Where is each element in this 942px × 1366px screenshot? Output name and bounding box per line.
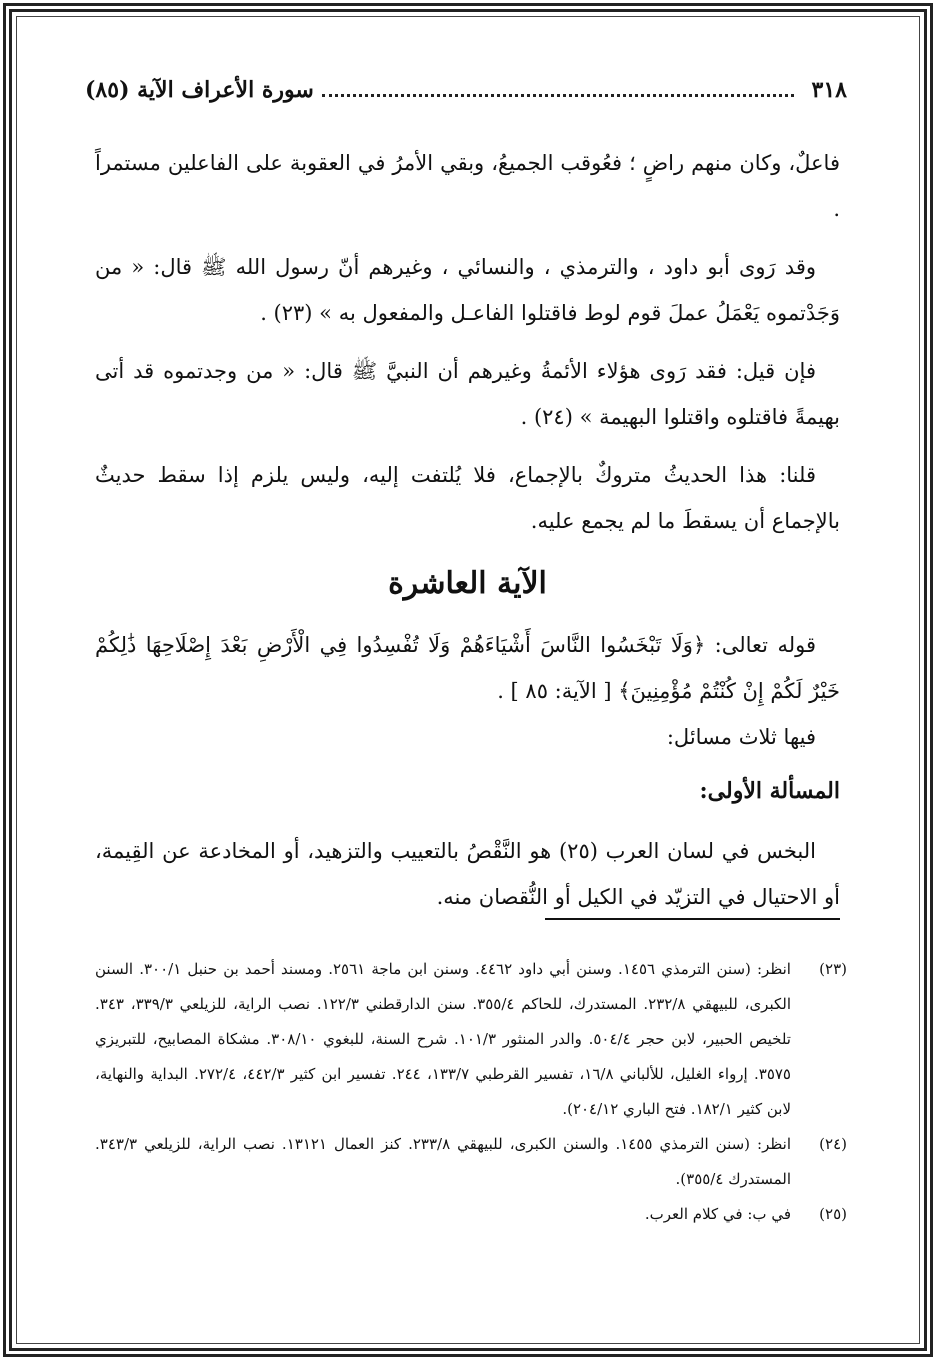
main-text: [95, 140, 840, 932]
footnote-item: [95, 1127, 847, 1197]
header-dot-leader: [322, 84, 794, 97]
footnote-text: انظر: (سنن الترمذي ١٤٥٦. وسنن أبي داود ٤٤٦٢. وسنن ابن ماجة ٢٥٦١. ومسند أحمد بن حنبل ٣٠٠/١. السنن الكبرى، للبيهقي ٢٣٢/٨. المستدرك، للحاكم ٣٥٥/٤. سنن الدارقطني ١٢٢/٣. نصب الراية، للزيلعي ٣٣٩/٣، ٣٤٣. تلخيص الحبير، لابن حجر ٥٠٤/٤. والدر المنثور ١٠١/٣. شرح السنة، للبغوي ٣٠٨/١٠. مشكاة المصابيح، للتبريزي ٣٥٧٥. إرواء الغليل، للألباني ١٦/٨، تفسير القرطبي ١٣٣/٧، ٢٤٤. تفسير ابن كثير ٤٤٢/٣، ٢٧٢/٤. البداية والنهاية، لابن كثير ١٨٢/١. فتح الباري ٢٠٤/١٢).: [95, 960, 792, 1118]
section-title: الآية العاشرة: [388, 566, 547, 601]
paragraph-definition: البخس في لسان العرب (٢٥) هو النَّقْصُ بالتعييب والتزهيد، أو المخادعة عن القِيمة، أو الاحتيال في التزيّد في الكيل أو النُّقصان منه.: [95, 839, 840, 909]
footnote-number: (٢٥): [819, 1205, 847, 1223]
subheading-first-issue: المسألة الأولى:: [699, 778, 840, 804]
paragraph-verse: قوله تعالى: ﴿وَلَا تَبْخَسُوا النَّاسَ أَشْيَاءَهُمْ وَلَا تُفْسِدُوا فِي الْأَرْضِ بَعْدَ إِصْلَاحِهَا ذَٰلِكُمْ خَيْرٌ لَكُمْ إِنْ كُنْتُمْ مُؤْمِنِينَ﴾ [ الآية: ٨٥ ] .: [95, 633, 840, 703]
footnote-text: في ب: في كلام العرب.: [644, 1205, 791, 1223]
paragraph-issues: فيها ثلاث مسائل:: [666, 725, 816, 749]
footnote-item: [95, 1197, 847, 1232]
footnotes: [95, 952, 847, 1232]
paragraph-4: قلنا: هذا الحديثُ متروكٌ بالإجماع، فلا يُلتفت إليه، وليس يلزم إذا سقط حديثٌ بالإجماع أن يسقطَ ما لم يجمع عليه.: [95, 463, 840, 533]
paragraph-1: فاعلٌ، وكان منهم راضٍ ؛ فعُوقب الجميعُ، وبقي الأمرُ في العقوبة على الفاعلين مستمراً .: [95, 151, 840, 221]
footnote-item: [95, 952, 847, 1127]
footnote-number: (٢٣): [819, 960, 847, 978]
footnote-number: (٢٤): [819, 1135, 847, 1153]
page-number: ٣١٨: [811, 77, 847, 103]
paragraph-2: وقد رَوى أبو داود ، والترمذي ، والنسائي ، وغيرهم أنّ رسول الله ﷺ قال: « من وَجَدْتموه يَعْمَلُ عملَ قوم لوط فاقتلوا الفاعـل والمفعول به » (٢٣) .: [95, 255, 840, 325]
footnote-separator: [545, 918, 840, 920]
paragraph-3: فإن قيل: فقد رَوى هؤلاء الأئمةُ وغيرهم أن النبيَّ ﷺ قال: « من وجدتموه قد أتى بهيمةً فاقتلوه واقتلوا البهيمة » (٢٤) .: [95, 359, 840, 429]
footnote-text: انظر: (سنن الترمذي ١٤٥٥. والسنن الكبرى، للبيهقي ٢٣٣/٨. كنز العمال ١٣١٢١. نصب الراية، للزيلعي ٣٤٣/٣. المستدرك ٣٥٥/٤).: [95, 1135, 791, 1188]
running-title: سورة الأعراف الآية (٨٥): [85, 77, 314, 103]
page-header: [85, 68, 847, 112]
